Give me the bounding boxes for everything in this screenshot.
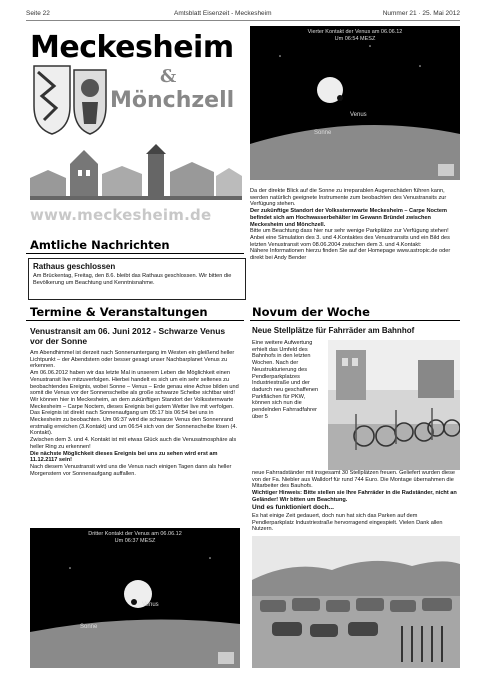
section-heading-novum: Novum der Woche — [252, 305, 370, 319]
notice-box — [28, 258, 246, 300]
venustransit-body — [30, 350, 242, 477]
parking-lot-photo — [252, 536, 460, 668]
bike-racks-photo — [328, 340, 460, 470]
paragraph: Bitte um Beachtung dass hier nur sehr wenige Parkplätze zur Verfügung stehen! — [250, 228, 449, 235]
sky-caption-line1: Vierter Kontakt der Venus am 06.06.12 — [307, 29, 403, 35]
sky-venus-label: Venus — [142, 602, 159, 608]
page-number: Seite 22 — [26, 10, 50, 17]
section-rule — [26, 320, 244, 321]
publication-name: Amtsblatt Eisenzeit - Meckesheim — [174, 10, 272, 17]
fahrrad-intro: Eine weitere Aufwertung erhielt das Umfeld des Bahnhofs in den letzten Wochen. Nach der Neustrukturierung des Pendlerparkplatzes Industriestraße und der dadurch neu geschaffenen Parkflächen für PKW, können sich nun die pendelnden Fahrradfahrer über 5 — [252, 340, 319, 420]
section-heading-amtliche: Amtliche Nachrichten — [30, 238, 170, 252]
logo-ampersand: & — [160, 66, 177, 87]
notice-title: Rathaus geschlossen — [33, 262, 116, 271]
notice-text: Am Brückentag, Freitag, den 8.6. bleibt das Rathaus geschlossen. Wir bitten die Bevölkerung um Beachtung und Kenntnisnahme. — [33, 273, 232, 286]
sky-drawing — [250, 26, 460, 180]
sky-caption-line1: Dritter Kontakt der Venus am 06.06.12 — [88, 531, 182, 537]
fahrrad-body — [252, 470, 460, 504]
sky-venus-label: Venus — [350, 112, 367, 118]
website-url: www.meckesheim.de — [30, 206, 212, 224]
section-heading-termine: Termine & Veranstaltungen — [30, 305, 208, 319]
paragraph: Die nächste Möglichkeit dieses Ereignis bei uns zu sehen wird erst am 11.12.2117 sein! — [30, 450, 218, 464]
venus-sky-image-3rd-contact — [30, 528, 240, 668]
section-rule — [26, 253, 244, 254]
sky-caption-line2: Um 06:54 MESZ — [334, 36, 376, 42]
article-title-fahrrad: Neue Stellplätze für Fahrräder am Bahnhof — [252, 326, 415, 335]
logo-title: Meckesheim — [30, 30, 234, 65]
sky-caption-line2: Um 06:37 MESZ — [114, 538, 156, 544]
paragraph: Da der direkte Blick auf die Sonne zu irreparablen Augenschäden führen kann, werden natürlich geeignete Instrumente zum beobachten des Venustransits zur Verfügung stehen. — [250, 188, 447, 208]
section-rule — [250, 320, 460, 321]
venus-sky-image-4th-contact — [250, 26, 460, 180]
town-skyline-image — [30, 144, 242, 200]
paragraph: neue Fahrradständer mit insgesamt 30 Stellplätzen freuen. Geliefert wurden diese von der Fa. Niebler aus Walldorf für rund 744 Euro. Die Montage übernahmen die Mitarbeiter des Bauhofs. — [252, 470, 456, 490]
subheading-funktioniert: Und es funktioniert doch... — [252, 504, 334, 511]
paragraph: Anbei eine Simulation des 3. und 4.Kontaktes des Venustransits und ein Bild des letzten Venustransit vom 08.06.2004 zwischen dem 3. und 4.Kontakt: — [250, 234, 450, 248]
article-title-venustransit: Venustransit am 06. Juni 2012 - Schwarze Venus vor der Sonne — [30, 326, 226, 346]
paragraph: Wichtiger Hinweis: Bitte stellen sie Ihre Fahrräder in die Radständer, nicht an Geländer! Wir bitten um Beachtung. — [252, 490, 457, 503]
funktioniert-text: Es hat einige Zeit gedauert, doch nun hat sich das Parken auf dem Pendlerparkplatz Industriestraße hervorragend eingespielt. Vielen Dank allen Nutzern. — [252, 513, 443, 533]
transit-continued-text — [250, 188, 460, 262]
telescope-logo-icon — [438, 164, 454, 176]
sky-sonne-label: Sonne — [314, 130, 332, 136]
sky-drawing — [30, 528, 240, 668]
paragraph: Am 06.06.2012 haben wir das letzte Mal in unserem Leben die Möglichkeit einen Venustransit live mitzuverfolgen. Hierbei handelt es sich um ein sehr seltenes zu beobachtendes Ereignis, wobei Sonne – Venus – Erde genau eine Achse bilden und somit die Venus vor der Sonnenscheibe als große schwarze Scheibe sichtbar wird! — [30, 370, 239, 397]
sky-sonne-label: Sonne — [80, 624, 98, 630]
telescope-logo-icon — [218, 652, 234, 664]
paragraph: Der zukünftige Standort der Volkssternwarte Meckesheim – Carpe Noctem befindet sich am Hochwasserbehälter im Gewann Bründel zwischen Meckesheim und Mönchzell. — [250, 208, 447, 228]
coat-of-arms-icon — [30, 62, 110, 138]
paragraph: Zwischen dem 3. und 4. Kontakt ist mit etwas Glück auch die Venusatmosphäre als heller Ring zu erkennen! — [30, 437, 237, 450]
logo-subtitle: Mönchzell — [110, 88, 235, 113]
paragraph: Nach diesem Venustransit wird uns die Venus nach einigen Tagen dann als heller Morgenstern vor Sonnenaufgang auffallen. — [30, 463, 232, 477]
paragraph: Am Abendhimmel ist derzeit nach Sonnenuntergang im Westen ein gleißend heller Lichtpunkt – der Abendstern oder besser gesagt unser Nachbarplanet Venus zu erkennen. — [30, 350, 235, 370]
paragraph: Nähere Informationen hierzu finden Sie auf der Homepage www.astropic.de oder direkt bei Andy Bender — [250, 248, 451, 262]
header-rule — [26, 20, 460, 21]
paragraph: Wir können hier in Meckesheim, an dem zukünftigen Standort der Volkssternwarte Meckesheim – Carpe Noctem, dieses Ereignis bei gutem Wetter live mit verfolgen. — [30, 396, 234, 410]
paragraph: Das Ereignis ist direkt nach Sonnenaufgang um 05:17 bis 06:54 bei uns in Meckesheim zu beobachten. Um 06:37 wird die schwarze Venus den Sonnenrand erstmalig erreichen (3.Kontakt) und um 06:54 sich von der Sonnenscheibe lösen (4. Kontakt). — [30, 410, 238, 437]
issue-date: Nummer 21 · 25. Mai 2012 — [382, 10, 460, 17]
